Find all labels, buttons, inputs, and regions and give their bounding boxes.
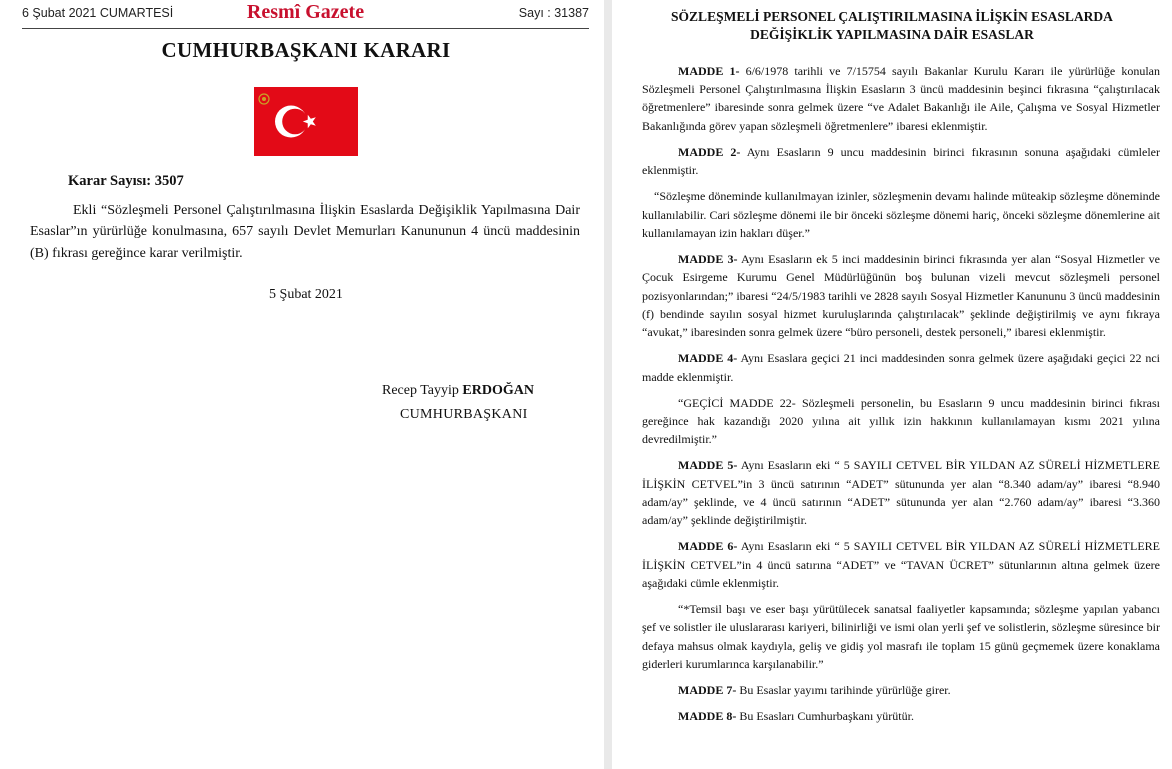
- signer-first-name: Recep Tayyip: [382, 383, 463, 398]
- article-text: Aynı Esasların eki “ 5 SAYILI CETVEL BİR YILDAN AZ SÜRELİ HİZMETLERE İLİŞKİN CETVEL”in 3 üncü satırının “ADET” sütununda yer alan “8.340 adam/ay” ibaresi “8.940 adam/ay” şeklinde, ve 4 üncü satırının “ADET” sütununda yer alan “2.760 adam/ay” ibaresi “3.360 adam/ay” şeklinde değiştirilmiştir.: [642, 458, 1161, 528]
- article-text: Aynı Esasların 9 uncu maddesinin birinci fıkrasının sonuna aşağıdaki cümleler eklenmiştir.: [642, 144, 1160, 178]
- quoted-text: “*Temsil başı ve eser başı yürütülecek sanatsal faaliyetler kapsamında; sözleşme yapılan yabancı şef ve solistler ile uluslararası kariyeri, bilinirliği ve ismi olan yerli şef ve solistlerin, sözleşme süresince bir defaya mahsus olmak kaydıyla, geliş ve gidiş yol masrafı ile toplam 15 günü geçmemek üzere konaklama giderleri kurumlarınca karşılanabilir.”: [642, 602, 1160, 671]
- article-2: [642, 143, 1160, 179]
- quoted-text: “GEÇİCİ MADDE 22- Sözleşmeli personelin, bu Esasların 9 uncu maddesinin birinci fıkrası gereğince hak kazandığı 2020 yılına ait yıllık izin hakkının kullanılamayan kısmı 2021 yılına devredilmiştir.”: [642, 395, 1160, 447]
- article-label: MADDE 3-: [678, 252, 738, 267]
- decision-number: Karar Sayısı: 3507: [68, 173, 184, 189]
- signer-name: [382, 383, 534, 399]
- regulation-page: [612, 0, 1172, 769]
- article-text: 6/6/1978 tarihli ve 7/15754 sayılı Bakanlar Kurulu Kararı ile yürürlüğe konulan Sözleşmeli Personel Çalıştırılmasına İlişkin Esasların 3 üncü maddesinin beşinci fıkrasına “çalıştırılacak öğretmenlere” ibaresinde sonra gelmek üzere “ve Adalet Bakanlığı ile Aile, Çalışma ve Sosyal Hizmetler Bakanlığında görev yapan sözleşmeli öğretmenlere” ibaresi eklenmiştir.: [642, 64, 1161, 133]
- article-text: Bu Esaslar yayımı tarihinde yürürlüğe girer.: [736, 683, 951, 698]
- quoted-text: “Sözleşme döneminde kullanılmayan izinler, sözleşmenin devamı halinde müteakip sözleşme döneminde kullanılabilir. Cari sözleşme dönemi ile bir önceki sözleşme dönemi hariç, önceki sözleşme dönemlerine ait kullanılamayan izin hakları düşer.”: [642, 189, 1160, 240]
- quoted-provision: [642, 394, 1160, 449]
- quoted-provision: [642, 600, 1160, 673]
- issue-number: Sayı : 31387: [518, 6, 589, 20]
- article-5: [642, 456, 1160, 529]
- article-text: Aynı Esaslara geçici 21 inci maddesinden sonra gelmek üzere aşağıdaki geçici 22 nci madde eklenmiştir.: [642, 351, 1160, 384]
- article-3: [642, 250, 1160, 341]
- quoted-provision: [642, 187, 1160, 242]
- regulation-title-line2: DEĞİŞİKLİK YAPILMASINA DAİR ESASLAR: [750, 26, 1034, 42]
- decision-title: CUMHURBAŞKANI KARARI: [161, 38, 451, 62]
- article-label: MADDE 6-: [678, 539, 738, 554]
- turkish-flag-icon: [254, 87, 358, 156]
- article-label: MADDE 5-: [678, 458, 738, 473]
- article-text: Aynı Esasların ek 5 inci maddesinin birinci fıkrasında yer alan “Sosyal Hizmetler ve Çocuk Esirgeme Kurumu Genel Müdürlüğünün boş bulunan vizeli mevcut sözleşmeli personel pozisyonlarından;” ibaresi “24/5/1983 tarihli ve 2828 sayılı Sosyal Hizmetler Kanununu 3 üncü maddesinin (f) bendinde sayılın sosyal hizmet kuruluşlarında çalıştırılacak” şeklinde değiştirilmiş ve aynı fıkraya “avukat,” ibaresinden sonra gelmek üzere “büro personeli, destek personeli,” ibaresi eklenmiştir.: [642, 252, 1160, 340]
- article-6: [642, 537, 1160, 592]
- article-text: Bu Esasları Cumhurbaşkanı yürütür.: [736, 709, 914, 724]
- article-label: MADDE 7-: [678, 683, 737, 698]
- article-4: [642, 349, 1160, 385]
- article-1: [642, 62, 1160, 135]
- article-label: MADDE 4-: [678, 351, 738, 366]
- header-date: 6 Şubat 2021 CUMARTESİ: [22, 6, 174, 20]
- article-7: [642, 681, 1160, 699]
- regulation-body: [642, 62, 1160, 734]
- article-label: MADDE 8-: [678, 709, 737, 724]
- page-divider: [604, 0, 612, 769]
- article-8: [642, 707, 1160, 725]
- article-text: Aynı Esasların eki “ 5 SAYILI CETVEL BİR YILDAN AZ SÜRELİ HİZMETLERE İLİŞKİN CETVEL”in 4 üncü satırına “ADET” ve “TAVAN ÜCRET” sütunlarının altına gelmek üzere aşağıdaki cümle eklenmiştir.: [642, 539, 1161, 590]
- signer-last-name: ERDOĞAN: [462, 383, 534, 398]
- gazette-name: Resmî Gazete: [246, 1, 365, 23]
- signer-title: CUMHURBAŞKANI: [400, 407, 528, 422]
- gazette-header: [22, 2, 589, 29]
- article-label: MADDE 2-: [678, 144, 741, 159]
- regulation-title: [612, 8, 1172, 43]
- decision-intro: Ekli “Sözleşmeli Personel Çalıştırılmasına İlişkin Esaslarda Değişiklik Yapılmasına Dair Esaslar”ın yürürlüğe konulmasına, 657 sayılı Devlet Memurları Kanununun 4 üncü maddesinin (B) fıkrası gereğince karar verilmiştir.: [30, 203, 580, 261]
- article-label: MADDE 1-: [678, 64, 740, 78]
- regulation-title-line1: SÖZLEŞMELİ PERSONEL ÇALIŞTIRILMASINA İLİŞKİN ESASLARDA: [671, 9, 1113, 24]
- decision-date: 5 Şubat 2021: [269, 287, 343, 302]
